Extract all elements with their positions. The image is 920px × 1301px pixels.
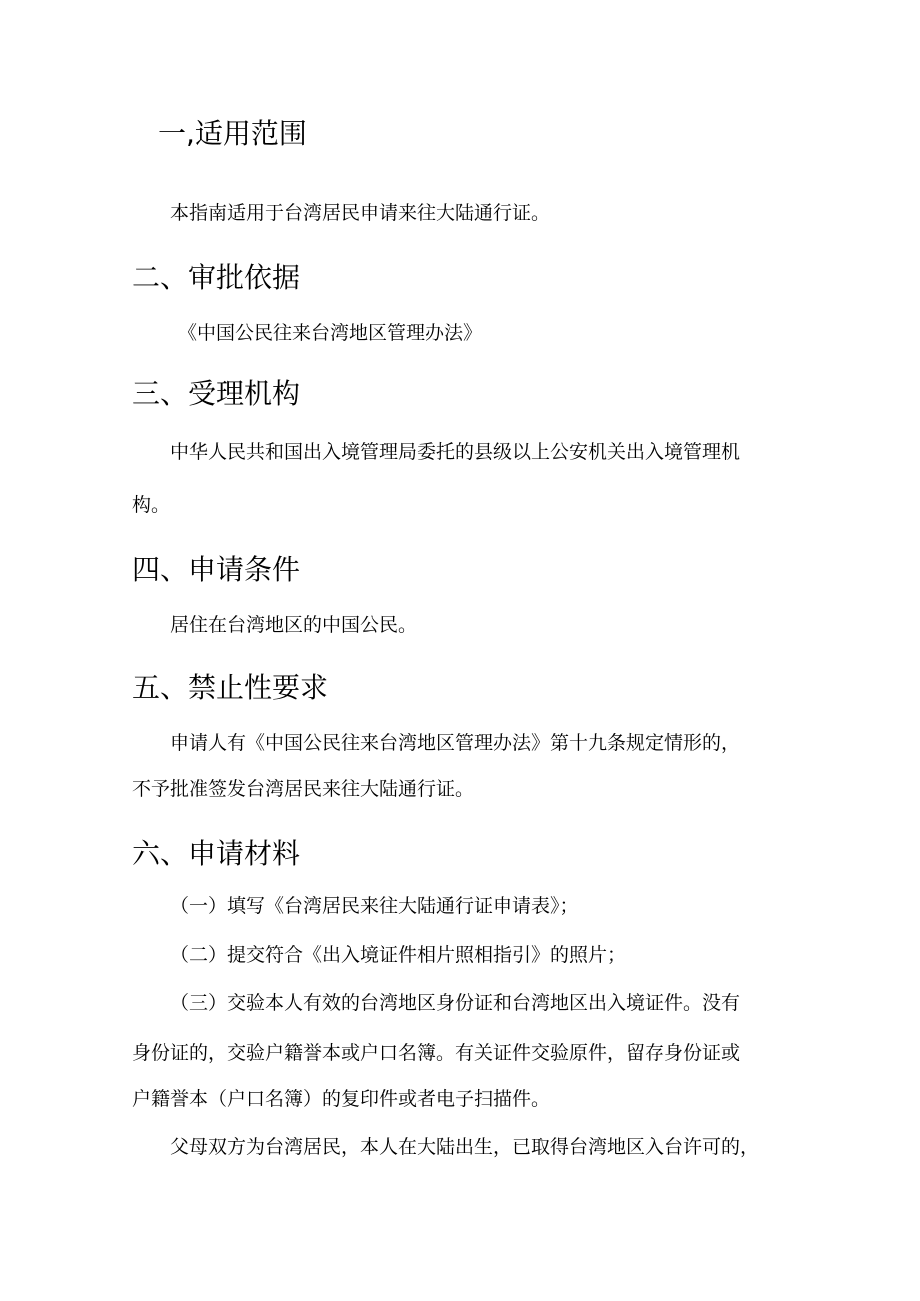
section-heading-prohibitions: 五、禁止性要求: [132, 671, 329, 704]
section-heading-scope: 一,适用范围: [158, 117, 307, 150]
section-heading-agency: 三、受理机构: [132, 377, 301, 410]
paragraph-line: 户籍誉本（户口名簿）的复印件或者电子扫描件。: [132, 1088, 551, 1110]
section-heading-materials: 六、申请材料: [132, 837, 301, 870]
paragraph-line: （一）填写《台湾居民来往大陆通行证申请表》；: [170, 895, 579, 917]
paragraph-line: 申请人有《中国公民往来台湾地区管理办法》第十九条规定情形的，: [170, 732, 741, 754]
paragraph-line: 居住在台湾地区的中国公民。: [170, 614, 418, 636]
paragraph-line: （三）交验本人有效的台湾地区身份证和台湾地区出入境证件。没有: [170, 992, 741, 1014]
paragraph-line: 《中国公民往来台湾地区管理办法》: [178, 322, 483, 344]
paragraph-line: 身份证的，交验户籍誉本或户口名簿。有关证件交验原件，留存身份证或: [132, 1042, 741, 1064]
paragraph-line: 本指南适用于台湾居民申请来往大陆通行证。: [170, 202, 551, 224]
paragraph-line: 不予批准签发台湾居民来往大陆通行证。: [132, 778, 475, 800]
section-heading-conditions: 四、申请条件: [132, 553, 301, 586]
paragraph-line: 构。: [132, 494, 171, 516]
paragraph-line: （二）提交符合《出入境证件相片照相指引》的照片；: [170, 944, 627, 966]
paragraph-line: 中华人民共和国出入境管理局委托的县级以上公安机关出入境管理机: [170, 441, 741, 463]
paragraph-line: 父母双方为台湾居民，本人在大陆出生，已取得台湾地区入台许可的，: [170, 1136, 760, 1158]
section-heading-basis: 二、审批依据: [132, 261, 301, 294]
